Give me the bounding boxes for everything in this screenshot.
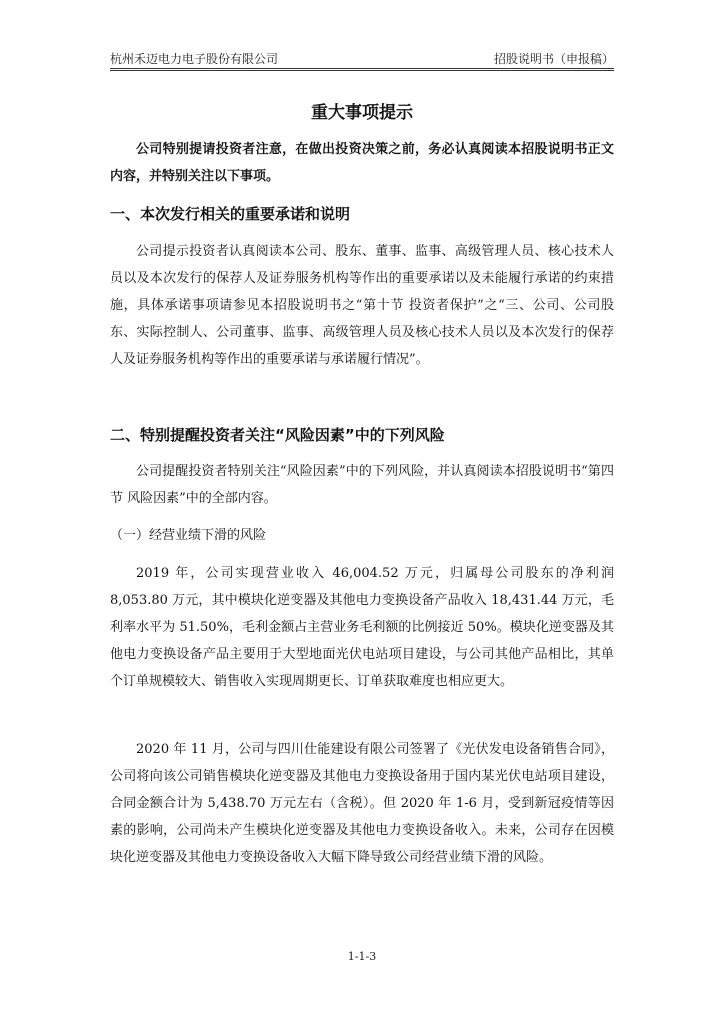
page-title: 重大事项提示 bbox=[311, 103, 413, 123]
page-number: 1-1-3 bbox=[347, 950, 377, 963]
subsection-1-paragraph-2: 2020 年 11 月，公司与四川仕能建设有限公司签署了《光伏发电设备销售合同》，公司将向该公司销售模块化逆变器及其他电力变换设备用于国内某光伏电站项目建设，合同金额合计为 5,438.70 万元左右（含税）。但 2020 年 1-6 月，受到新冠疫情等因素的影响，公司尚未产生模块化逆变器及其他电力变换设备收入。未来，公司存在因模块化逆变器及其他电力变换设备收入大幅下降导致公司经营业绩下滑的风险。 bbox=[110, 742, 614, 865]
header-company-name: 杭州禾迈电力电子股份有限公司 bbox=[110, 52, 279, 66]
section-2-heading: 二、特别提醒投资者关注“风险因素”中的下列风险 bbox=[110, 426, 445, 444]
intro-paragraph: 公司特别提请投资者注意，在做出投资决策之前，务必认真阅读本招股说明书正文内容，并特别关注以下事项。 bbox=[110, 142, 614, 184]
section-2-paragraph: 公司提醒投资者特别关注“风险因素”中的下列风险，并认真阅读本招股说明书“第四节 风险因素”中的全部内容。 bbox=[110, 464, 614, 506]
header-document-type: 招股说明书（申报稿） bbox=[493, 52, 614, 66]
subsection-1-paragraph-1: 2019 年，公司实现营业收入 46,004.52 万元，归属母公司股东的净利润 8,053.80 万元，其中模块化逆变器及其他电力变换设备产品收入 18,431.44 万元，毛利率水平为 51.50%，毛利金额占主营业务毛利额的比例接近 50%。模块化逆变器及其他电力变换设备产品主要用于大型地面光伏电站项目建设，与公司其他产品相比，其单个订单规模较大、销售收入实现周期更长、订单获取难度也相应更大。 bbox=[110, 566, 614, 689]
section-1-heading: 一、本次发行相关的重要承诺和说明 bbox=[110, 205, 351, 223]
section-1-paragraph: 公司提示投资者认真阅读本公司、股东、董事、监事、高级管理人员、核心技术人员以及本次发行的保荐人及证券服务机构等作出的重要承诺以及未能履行承诺的约束措施，具体承诺事项请参见本招股说明书之“第十节 投资者保护”之“三、公司、公司股东、实际控制人、公司董事、监事、高级管理人员及核心技术人员以及本次发行的保荐人及证券服务机构等作出的重要承诺与承诺履行情况”。 bbox=[110, 244, 614, 367]
header-divider bbox=[110, 68, 614, 71]
subsection-1-heading: （一）经营业绩下滑的风险 bbox=[110, 528, 267, 543]
